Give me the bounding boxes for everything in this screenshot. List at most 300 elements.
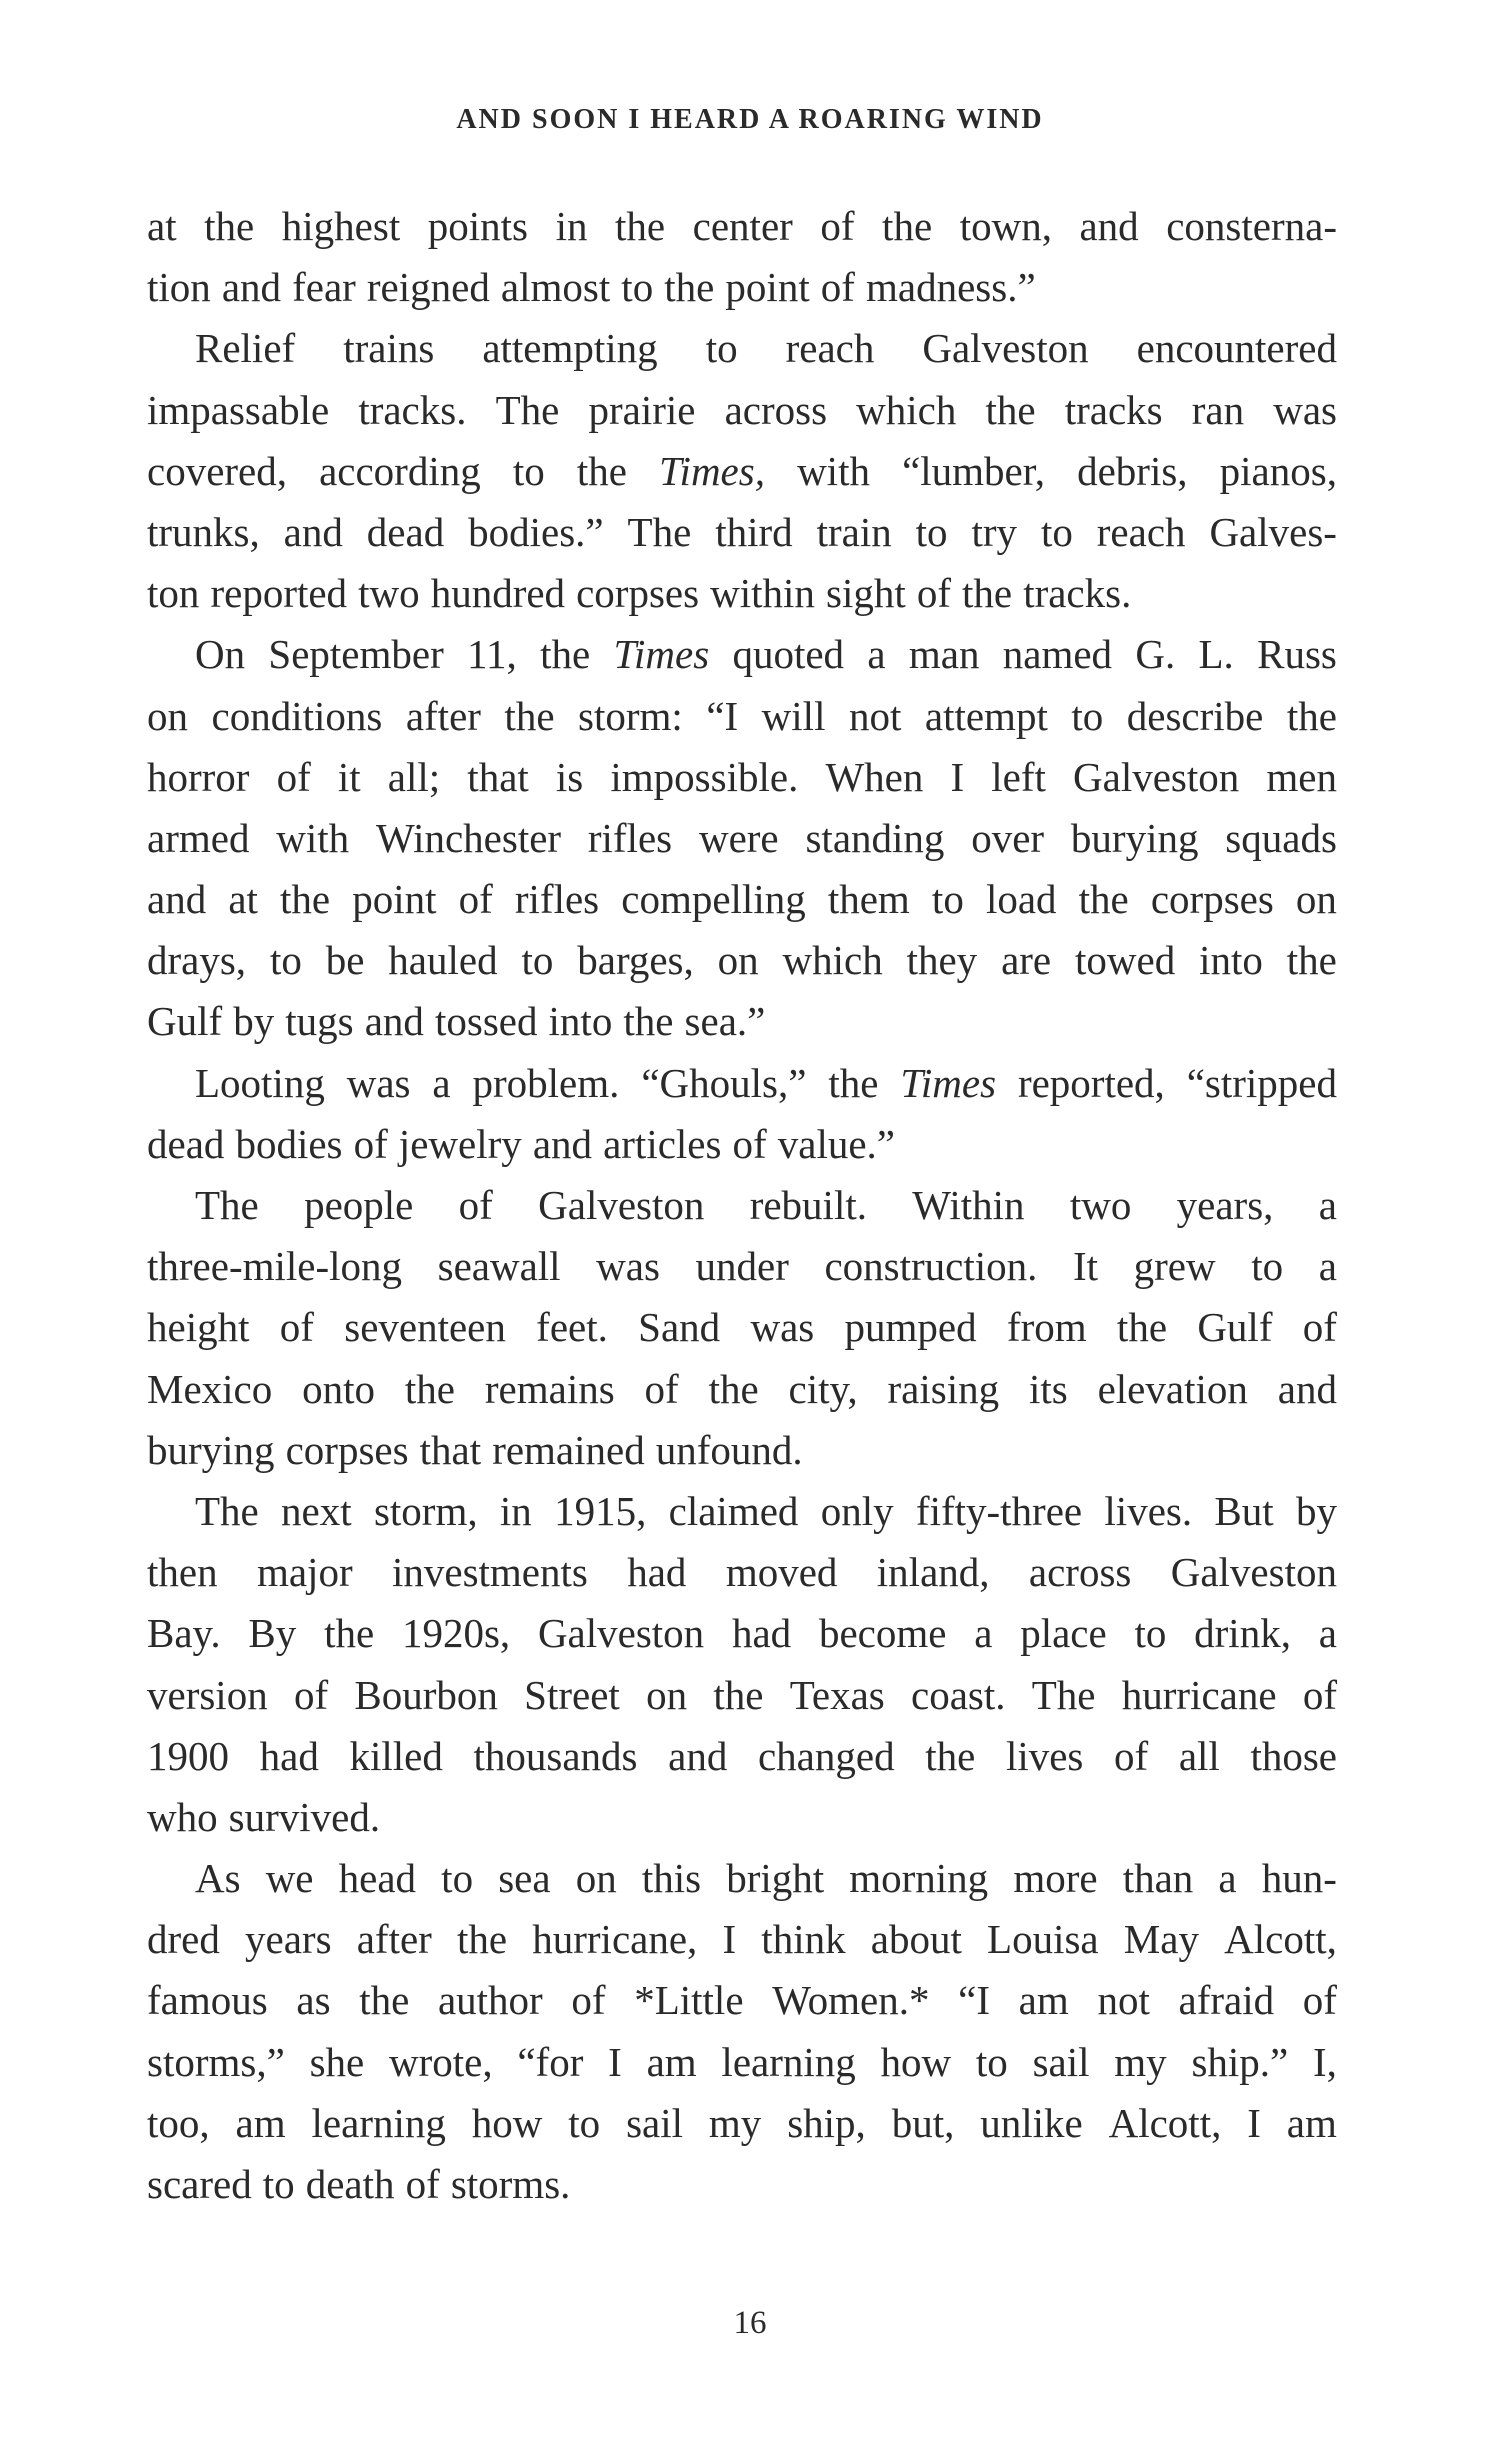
- paragraph: [147, 1175, 1337, 1481]
- word: thousands: [473, 1732, 638, 1779]
- word: storm:: [578, 692, 683, 739]
- word: points: [427, 203, 529, 249]
- text-line: [147, 318, 1337, 379]
- word: corpses: [285, 1426, 409, 1473]
- word: sea.”: [684, 998, 766, 1045]
- word: towed: [1075, 937, 1176, 984]
- word: attempt: [924, 692, 1048, 739]
- word: hauled: [388, 937, 498, 984]
- paragraph: [147, 1481, 1337, 1848]
- word: of: [458, 1182, 493, 1228]
- word: Alcott,: [1224, 1916, 1337, 1963]
- word: on: [646, 1671, 688, 1718]
- word: sail: [1032, 2038, 1090, 2085]
- word: to: [512, 447, 545, 494]
- word: its: [1028, 1365, 1068, 1412]
- word: highest: [281, 203, 401, 249]
- text-line: [147, 441, 1337, 502]
- word: drays,: [147, 937, 247, 984]
- word: morning: [849, 1855, 989, 1902]
- text-line: [147, 1420, 1337, 1481]
- word: Sand: [638, 1304, 721, 1351]
- word: Times: [613, 631, 710, 678]
- word: who: [147, 1793, 218, 1840]
- word: them: [827, 876, 910, 923]
- word: the: [1286, 937, 1337, 984]
- word: Gulf: [147, 998, 223, 1045]
- word: of: [276, 753, 311, 800]
- word: was: [346, 1059, 411, 1106]
- word: quoted: [732, 631, 845, 678]
- text-line: [147, 1053, 1337, 1114]
- word: she: [309, 2038, 365, 2085]
- word: 1900: [147, 1732, 229, 1779]
- text-line: [147, 1603, 1337, 1664]
- word: to: [568, 2099, 601, 2146]
- word: height: [147, 1304, 250, 1351]
- word: of: [732, 1120, 767, 1167]
- word: moved: [725, 1549, 838, 1596]
- word: tugs: [285, 998, 354, 1045]
- text-line: [147, 991, 1337, 1052]
- word: 11,: [467, 631, 517, 678]
- word: and: [283, 508, 343, 555]
- word: wrote,: [388, 2038, 493, 2085]
- word: by: [1295, 1487, 1337, 1534]
- word: of: [820, 264, 855, 311]
- word: are: [1001, 937, 1052, 984]
- word: value.”: [777, 1120, 895, 1167]
- word: how: [880, 2038, 952, 2085]
- word: pumped: [844, 1304, 977, 1351]
- word: a: [867, 631, 886, 678]
- word: hundred: [430, 570, 566, 617]
- word: years: [245, 1916, 332, 1963]
- word: all;: [387, 753, 441, 800]
- word: the: [456, 1916, 508, 1963]
- word: sight: [826, 570, 906, 617]
- word: But: [1214, 1487, 1274, 1534]
- word: about: [870, 1916, 962, 1963]
- word: the: [359, 1977, 410, 2024]
- text-line: [147, 563, 1337, 624]
- word: Louisa: [987, 1916, 1099, 1963]
- word: of: [571, 1977, 606, 2024]
- word: am: [1018, 1977, 1069, 2024]
- word: rifles: [587, 814, 673, 861]
- word: load: [985, 876, 1057, 923]
- word: am: [646, 2038, 697, 2085]
- word: G.: [1135, 631, 1176, 678]
- word: and: [668, 1732, 728, 1779]
- word: center: [692, 203, 793, 249]
- word: a: [1218, 1855, 1237, 1902]
- word: L.: [1198, 631, 1234, 678]
- text-line: [147, 1726, 1337, 1787]
- word: under: [695, 1243, 789, 1290]
- word: survived.: [228, 1793, 381, 1840]
- word: trains: [343, 325, 435, 372]
- word: third: [715, 508, 793, 555]
- word: Galveston: [1170, 1549, 1337, 1596]
- word: of: [1302, 1304, 1337, 1351]
- word: almost: [500, 264, 611, 311]
- word: the: [280, 876, 331, 923]
- word: unlike: [980, 2099, 1083, 2146]
- word: the: [623, 998, 674, 1045]
- word: learning: [311, 2099, 446, 2146]
- word: killed: [349, 1732, 443, 1779]
- word: “for: [517, 2038, 584, 2085]
- word: a: [1318, 1243, 1337, 1290]
- word: of: [293, 1671, 329, 1718]
- word: Galves-: [1209, 508, 1337, 555]
- word: to: [1040, 508, 1073, 555]
- word: my: [1114, 2038, 1167, 2085]
- word: tracks.: [358, 386, 467, 433]
- word: become: [818, 1610, 947, 1657]
- word: those: [1250, 1732, 1337, 1779]
- word: into: [1199, 937, 1263, 984]
- word: point: [725, 264, 810, 311]
- word: storms.: [450, 2161, 571, 2207]
- text-line: [147, 2032, 1337, 2093]
- word: the: [664, 264, 715, 311]
- word: burying: [1070, 814, 1199, 861]
- word: the: [324, 1610, 375, 1657]
- paragraph: [147, 318, 1337, 624]
- word: after: [405, 692, 481, 739]
- word: the: [713, 1671, 764, 1718]
- word: pianos,: [1219, 447, 1337, 494]
- word: rebuilt.: [749, 1182, 867, 1228]
- word: and: [532, 1120, 593, 1167]
- word: debris,: [1077, 447, 1188, 494]
- word: sea: [498, 1855, 551, 1902]
- word: to: [521, 937, 554, 984]
- word: impossible.: [610, 753, 799, 800]
- word: the: [204, 203, 255, 249]
- word: and: [147, 876, 207, 923]
- word: encountered: [1136, 325, 1337, 372]
- word: the: [1078, 876, 1129, 923]
- text-line: [147, 1542, 1337, 1603]
- word: to: [975, 2038, 1008, 2085]
- text-line: [147, 624, 1337, 685]
- word: dead: [147, 1120, 225, 1167]
- word: had: [627, 1549, 687, 1596]
- word: the: [882, 203, 933, 249]
- word: three-mile-long: [147, 1243, 403, 1290]
- word: corpses: [576, 570, 700, 617]
- word: The: [195, 1182, 259, 1228]
- word: author: [437, 1977, 543, 2024]
- word: reigned: [366, 264, 490, 311]
- word: to: [931, 876, 964, 923]
- word: The: [1031, 1671, 1096, 1718]
- word: Times,: [659, 447, 765, 494]
- word: in: [555, 203, 588, 249]
- word: the: [1286, 692, 1337, 739]
- word: am: [235, 2099, 286, 2146]
- text-line: [147, 502, 1337, 563]
- word: a: [1318, 1182, 1337, 1228]
- word: with: [797, 447, 870, 494]
- word: had: [731, 1610, 792, 1657]
- word: impassable: [147, 386, 330, 433]
- word: head: [338, 1855, 417, 1902]
- word: on: [1295, 876, 1337, 923]
- word: was: [596, 1243, 660, 1290]
- word: left: [991, 753, 1046, 800]
- word: On: [195, 631, 246, 678]
- word: from: [1006, 1304, 1087, 1351]
- text-line: [147, 808, 1337, 869]
- word: Russ: [1257, 631, 1337, 678]
- word: remained: [492, 1426, 645, 1473]
- word: hun-: [1261, 1855, 1337, 1902]
- word: more: [1013, 1855, 1098, 1902]
- word: is: [555, 753, 584, 800]
- word: on: [717, 937, 759, 984]
- word: construction.: [824, 1243, 1038, 1290]
- word: only: [820, 1487, 894, 1534]
- word: to: [262, 2161, 295, 2207]
- paragraph: [147, 1053, 1337, 1175]
- word: Street: [524, 1671, 620, 1718]
- word: scared: [147, 2161, 252, 2207]
- word: of: [405, 2161, 440, 2207]
- word: seventeen: [344, 1304, 506, 1351]
- word: covered,: [147, 447, 287, 494]
- word: ton: [147, 570, 200, 617]
- word: a: [432, 1059, 451, 1106]
- word: man: [908, 631, 980, 678]
- word: of: [353, 1120, 388, 1167]
- word: May: [1123, 1916, 1199, 1963]
- word: tracks.: [1023, 570, 1132, 617]
- word: tracks: [1064, 386, 1163, 433]
- word: not: [1097, 1977, 1150, 2024]
- word: the: [540, 631, 591, 678]
- word: and: [221, 264, 282, 311]
- word: onto: [302, 1365, 376, 1412]
- word: according: [319, 447, 481, 494]
- word: to: [915, 508, 948, 555]
- word: horror: [147, 753, 250, 800]
- text-line: [147, 2154, 1337, 2215]
- word: was: [1273, 386, 1337, 433]
- word: into: [548, 998, 613, 1045]
- word: tion: [147, 264, 211, 311]
- word: articles: [603, 1120, 722, 1167]
- text-line: [147, 1236, 1337, 1297]
- text-line: [147, 257, 1337, 318]
- word: 1915,: [554, 1487, 647, 1534]
- word: “I: [706, 692, 739, 739]
- word: September: [268, 631, 444, 678]
- word: Bay.: [147, 1610, 221, 1657]
- paragraph: [147, 196, 1337, 318]
- word: tossed: [434, 998, 538, 1045]
- text-line: [147, 1970, 1337, 2031]
- word: learning: [721, 2038, 856, 2085]
- word: “stripped: [1186, 1059, 1337, 1106]
- word: trunks,: [147, 508, 260, 555]
- word: that: [419, 1426, 482, 1473]
- word: the: [576, 447, 627, 494]
- word: Within: [912, 1182, 1025, 1228]
- word: Galveston: [1073, 753, 1240, 800]
- word: point: [352, 876, 437, 923]
- word: dred: [147, 1916, 220, 1963]
- word: to: [269, 937, 302, 984]
- word: Relief: [195, 325, 296, 372]
- word: prairie: [588, 386, 696, 433]
- word: reported: [210, 570, 348, 617]
- word: of: [279, 1304, 314, 1351]
- text-line: [147, 869, 1337, 930]
- word: armed: [147, 814, 250, 861]
- word: how: [471, 2099, 543, 2146]
- word: Gulf: [1197, 1304, 1273, 1351]
- text-line: [147, 1175, 1337, 1236]
- word: hurricane,: [532, 1916, 698, 1963]
- word: at: [228, 876, 258, 923]
- word: ship,: [787, 2099, 866, 2146]
- word: to: [1251, 1243, 1284, 1290]
- word: ship.”: [1191, 2038, 1289, 2085]
- word: Galveston: [537, 1610, 705, 1657]
- running-head: AND SOON I HEARD A ROARING WIND: [456, 104, 1044, 135]
- word: a: [974, 1610, 993, 1657]
- text-line: [147, 1909, 1337, 1970]
- word: corpses: [1150, 876, 1274, 923]
- word: elevation: [1097, 1365, 1248, 1412]
- word: jewelry: [398, 1120, 522, 1167]
- word: afraid: [1178, 1977, 1275, 2024]
- word: I: [722, 1916, 737, 1963]
- word: the: [615, 203, 666, 249]
- word: town,: [959, 203, 1052, 249]
- word: to: [441, 1855, 474, 1902]
- word: think: [761, 1916, 846, 1963]
- word: after: [356, 1916, 432, 1963]
- word: of: [1302, 1977, 1337, 2024]
- word: Mexico: [147, 1365, 273, 1412]
- word: investments: [391, 1549, 588, 1596]
- word: and: [1277, 1365, 1337, 1412]
- word: raising: [887, 1365, 1000, 1412]
- word: the: [962, 570, 1013, 617]
- word: reach: [785, 325, 875, 372]
- word: Bourbon: [354, 1671, 498, 1718]
- word: by: [233, 998, 275, 1045]
- word: the: [1116, 1304, 1168, 1351]
- word: my: [708, 2099, 762, 2146]
- word: of: [916, 570, 951, 617]
- word: of: [644, 1365, 679, 1412]
- word: the: [985, 386, 1036, 433]
- word: problem.: [472, 1059, 620, 1106]
- word: men: [1266, 753, 1337, 800]
- word: to: [621, 264, 654, 311]
- word: Galveston: [922, 325, 1089, 372]
- word: all: [1178, 1732, 1220, 1779]
- word: drink,: [1194, 1610, 1291, 1657]
- text-line: [147, 380, 1337, 441]
- word: grew: [1133, 1243, 1216, 1290]
- word: across: [1028, 1549, 1132, 1596]
- word: of: [820, 203, 855, 249]
- word: changed: [757, 1732, 895, 1779]
- word: the: [708, 1365, 759, 1412]
- word: and: [364, 998, 424, 1045]
- word: bodies: [235, 1120, 343, 1167]
- word: Times: [900, 1059, 997, 1106]
- paragraph: [147, 624, 1337, 1052]
- word: am: [1286, 2099, 1337, 2146]
- word: Winchester: [376, 814, 562, 861]
- word: people: [304, 1182, 414, 1228]
- text-line: [147, 686, 1337, 747]
- word: named: [1002, 631, 1113, 678]
- word: The: [495, 386, 560, 433]
- word: rifles: [514, 876, 600, 923]
- word: be: [325, 937, 365, 984]
- word: Women.*: [772, 1977, 930, 2024]
- word: coast.: [911, 1671, 1006, 1718]
- word: reach: [1096, 508, 1186, 555]
- word: seawall: [437, 1243, 561, 1290]
- text-line: [147, 1665, 1337, 1726]
- word: at: [147, 203, 177, 249]
- word: a: [1318, 1610, 1337, 1657]
- word: they: [906, 937, 978, 984]
- word: dead: [366, 508, 445, 555]
- word: this: [641, 1855, 702, 1902]
- word: were: [698, 814, 779, 861]
- word: madness.”: [866, 264, 1036, 311]
- word: of: [458, 876, 493, 923]
- word: on: [575, 1855, 617, 1902]
- word: “I: [958, 1977, 990, 2024]
- word: and: [1079, 203, 1139, 249]
- word: squads: [1225, 814, 1337, 861]
- word: on: [147, 692, 188, 739]
- word: lives: [1005, 1732, 1084, 1779]
- word: it: [337, 753, 361, 800]
- word: storm,: [373, 1487, 478, 1534]
- word: version: [147, 1671, 268, 1718]
- word: I: [1247, 2099, 1261, 2146]
- word: fifty-three: [915, 1487, 1083, 1534]
- word: to: [1071, 692, 1104, 739]
- word: we: [265, 1855, 314, 1902]
- word: the: [504, 692, 555, 739]
- word: too,: [147, 2099, 210, 2146]
- word: standing: [805, 814, 945, 861]
- word: attempting: [482, 325, 658, 372]
- word: *Little: [634, 1977, 744, 2024]
- word: try: [971, 508, 1018, 555]
- word: It: [1073, 1243, 1099, 1290]
- word: next: [281, 1487, 352, 1534]
- word: inland,: [876, 1549, 990, 1596]
- word: feet.: [536, 1304, 608, 1351]
- word: The: [195, 1487, 259, 1534]
- word: ran: [1191, 386, 1245, 433]
